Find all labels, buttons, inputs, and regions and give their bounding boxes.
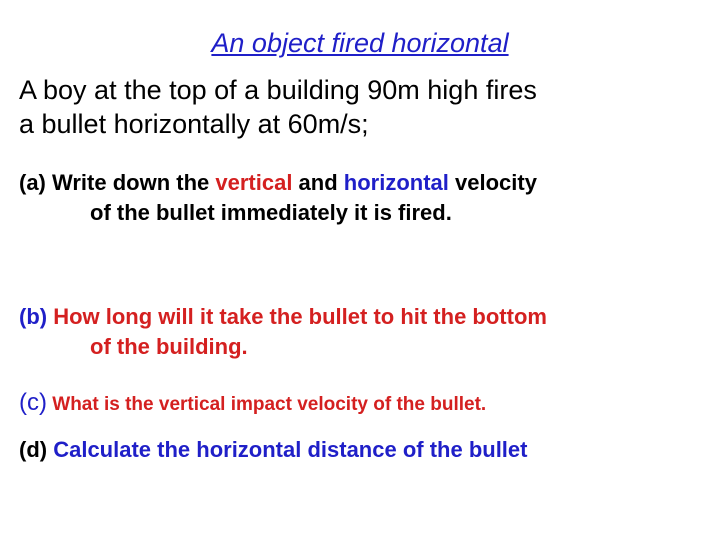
question-a-text-1: Write down the [45, 170, 216, 195]
question-d-line-1 [19, 435, 709, 465]
problem-statement [19, 73, 709, 141]
question-a-line-1 [19, 168, 709, 198]
question-a-text-3: velocity [448, 170, 537, 195]
question-a-label: (a) [19, 170, 46, 195]
question-c-text: What is the vertical impact velocity of the bullet. [46, 394, 487, 415]
question-c-line-1 [19, 388, 709, 420]
slide-title: An object fired horizontal [211, 28, 509, 58]
question-a-text-2: and [292, 170, 344, 195]
problem-statement-line-1: A boy at the top of a building 90m high fires [19, 75, 537, 105]
question-c [19, 388, 709, 420]
question-b-line-2: of the building. [90, 334, 248, 359]
question-a-word-vertical: vertical [215, 170, 293, 195]
question-b-line-1 [19, 302, 709, 332]
question-d [19, 435, 709, 465]
question-a [19, 168, 709, 228]
question-d-text: Calculate the horizontal distance of the bullet [47, 437, 528, 462]
question-a-line-2: of the bullet immediately it is fired. [90, 200, 452, 225]
question-b-label: (b) [19, 304, 48, 329]
question-c-label: (c) [19, 389, 47, 416]
question-a-word-horizontal: horizontal [343, 170, 449, 195]
question-b [19, 302, 709, 362]
question-b-text-1: How long will it take the bullet to hit the bottom [47, 304, 547, 329]
problem-statement-line-2: a bullet horizontally at 60m/s; [19, 109, 369, 139]
question-d-label: (d) [19, 437, 48, 462]
